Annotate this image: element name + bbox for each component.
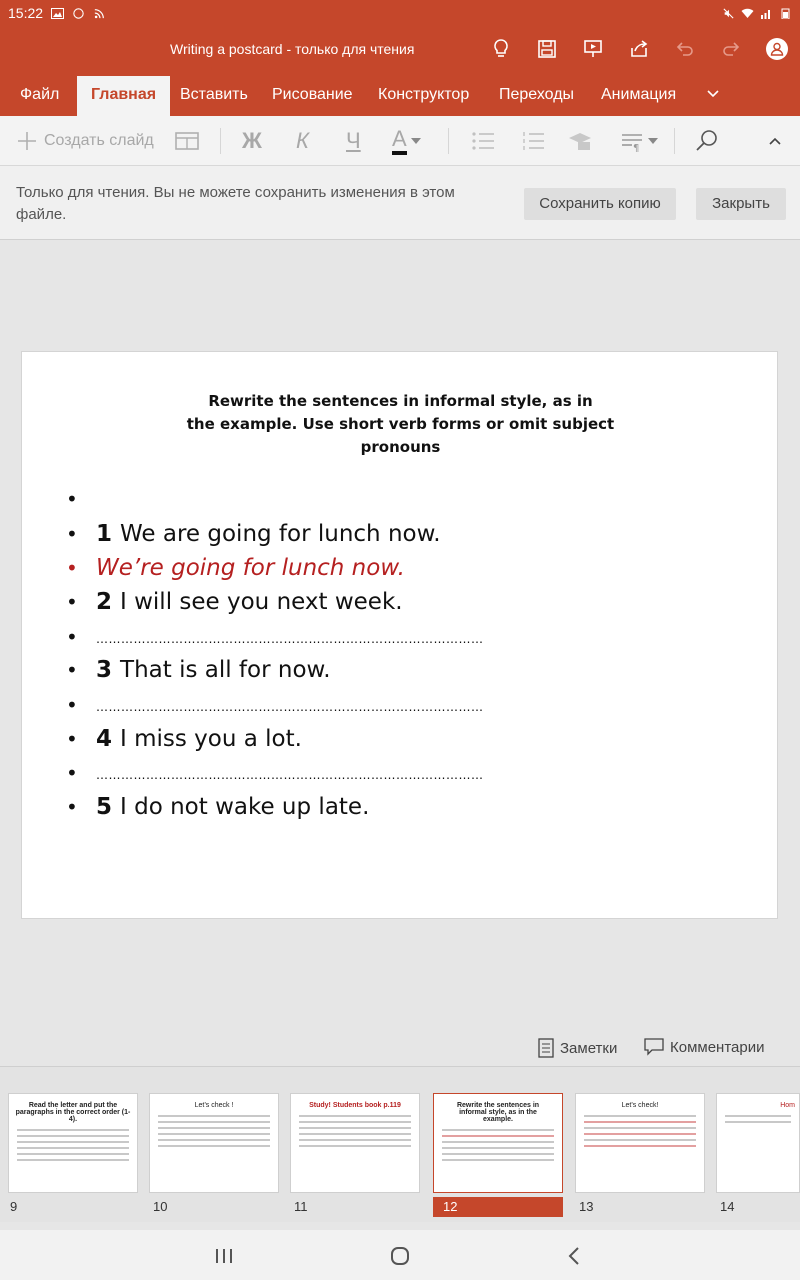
signal-icon — [760, 8, 773, 19]
answer-blank-line: • ………………………………………………………………………………… — [66, 693, 484, 717]
new-slide-button[interactable] — [16, 116, 154, 166]
search-icon[interactable] — [694, 116, 720, 166]
clock: 15:22 — [8, 5, 44, 21]
bullet-line: • — [66, 487, 78, 511]
notes-button[interactable] — [538, 1038, 617, 1058]
home-icon[interactable] — [389, 1245, 411, 1267]
sentence-text: That is all for now. — [120, 657, 331, 683]
notes-icon — [538, 1038, 554, 1058]
title-bar — [0, 26, 800, 76]
slide-thumbnail-active[interactable] — [433, 1093, 563, 1193]
ribbon-toolbar — [0, 116, 800, 166]
bullet-line: • 3 That is all for now. — [66, 657, 331, 683]
bold-button[interactable]: Ж — [242, 128, 262, 153]
sentence-text: We are going for lunch now. — [120, 521, 441, 547]
example-answer-text: We’re going for lunch now. — [96, 555, 405, 581]
thumbnail-title: Rewrite the sentences in informal style, as in the example. — [456, 1102, 540, 1123]
read-only-message: Только для чтения. Вы не можете сохранить изменения в этом файле. — [16, 184, 455, 223]
rss-icon — [93, 8, 106, 19]
tab-insert[interactable]: Вставить — [180, 86, 248, 103]
thumbnail-content — [158, 1115, 270, 1147]
sentence-number: 1 — [96, 521, 113, 547]
notes-label: Заметки — [560, 1039, 618, 1057]
system-nav-bar — [0, 1230, 800, 1280]
recent-apps-icon[interactable] — [214, 1247, 234, 1265]
tab-animations[interactable]: Анимация — [601, 86, 677, 103]
slide-title-line: pronouns — [360, 438, 441, 456]
slide-number: 9 — [10, 1199, 18, 1214]
sentence-number: 2 — [96, 589, 113, 615]
bullet-list-icon[interactable] — [470, 116, 496, 166]
tab-draw[interactable]: Рисование — [272, 86, 353, 103]
slide-thumbnail[interactable] — [716, 1093, 800, 1193]
bullet-line: • 1 We are going for lunch now. — [66, 521, 441, 547]
read-only-bar — [0, 166, 800, 240]
thumbnail-content — [725, 1115, 791, 1123]
document-title: Writing a postcard - только для чтения — [170, 41, 415, 57]
whatsapp-icon — [72, 8, 85, 19]
slide-title — [22, 390, 779, 459]
thumbnail-title: Let’s check! — [621, 1102, 659, 1109]
thumbnail-title: Study! Students book p.119 — [309, 1102, 401, 1109]
close-button[interactable]: Закрыть — [696, 188, 786, 220]
slide-title-line: Rewrite the sentences in informal style, as in — [208, 392, 593, 410]
bullet-line: • 2 I will see you next week. — [66, 589, 403, 615]
slide-title-line: the example. Use short verb forms or omit subject — [186, 415, 615, 433]
italic-button[interactable]: К — [296, 128, 309, 153]
mute-icon — [722, 8, 735, 19]
tab-design[interactable]: Конструктор — [378, 86, 470, 103]
more-tabs-chevron-icon[interactable] — [692, 76, 734, 116]
example-answer-line: • We’re going for lunch now. — [66, 555, 405, 581]
slide-thumbnail-strip — [0, 1066, 800, 1222]
sentence-text: I will see you next week. — [120, 589, 403, 615]
dropdown-arrow-icon — [411, 138, 421, 144]
comments-label: Комментарии — [670, 1038, 765, 1056]
ribbon-divider — [674, 128, 675, 154]
gallery-icon — [51, 8, 64, 19]
paragraph-icon — [620, 130, 644, 152]
comments-button[interactable] — [644, 1038, 764, 1056]
comment-icon — [644, 1038, 664, 1056]
slide-thumbnail[interactable] — [8, 1093, 138, 1193]
status-bar — [0, 0, 800, 26]
paragraph-button[interactable] — [620, 116, 658, 166]
slide-thumbnail[interactable] — [149, 1093, 279, 1193]
thumbnail-title: Hom — [780, 1102, 795, 1109]
slide-number: 14 — [720, 1199, 735, 1214]
thumbnail-title: Read the letter and put the paragraphs in the correct order (1-4). — [15, 1102, 131, 1123]
sentence-text: I miss you a lot. — [120, 726, 302, 752]
new-slide-label: Создать слайд — [44, 132, 154, 149]
slide-number-active: 12 — [433, 1197, 563, 1217]
slide-thumbnail[interactable] — [575, 1093, 705, 1193]
numbered-list-icon[interactable] — [520, 116, 546, 166]
bullet-line: • 4 I miss you a lot. — [66, 726, 302, 752]
undo-icon[interactable] — [672, 36, 698, 62]
tab-transitions[interactable]: Переходы — [499, 86, 575, 103]
plus-icon — [16, 130, 38, 152]
thumbnail-content — [17, 1129, 129, 1161]
slide-number: 13 — [579, 1199, 594, 1214]
thumbnail-content — [299, 1115, 411, 1147]
wifi-icon — [741, 8, 754, 19]
answer-blank-line: • ………………………………………………………………………………… — [66, 625, 484, 649]
ribbon-divider — [448, 128, 449, 154]
dotted-blank: ………………………………………………………………………………… — [96, 768, 484, 782]
answer-blank-line: • ………………………………………………………………………………… — [66, 761, 484, 785]
dotted-blank: ………………………………………………………………………………… — [96, 700, 484, 714]
font-color-letter: А — [392, 127, 407, 155]
thumbnail-content — [442, 1129, 554, 1161]
thumbnail-content — [584, 1115, 696, 1147]
account-icon[interactable] — [764, 36, 790, 62]
dotted-blank: ………………………………………………………………………………… — [96, 632, 484, 646]
indent-icon[interactable] — [566, 116, 594, 166]
dropdown-arrow-icon — [648, 138, 658, 144]
share-icon[interactable] — [626, 36, 652, 62]
ribbon-tabs — [0, 76, 800, 116]
battery-icon — [779, 8, 792, 19]
layout-icon[interactable] — [174, 116, 200, 166]
notes-bar — [0, 1030, 800, 1066]
slide-thumbnail[interactable] — [290, 1093, 420, 1193]
sentence-number: 5 — [96, 794, 113, 820]
collapse-ribbon-icon[interactable] — [768, 116, 782, 166]
sentence-number: 4 — [96, 726, 113, 752]
tab-file[interactable]: Файл — [20, 86, 60, 103]
ribbon-divider — [220, 128, 221, 154]
bullet-line: • 5 I do not wake up late. — [66, 794, 370, 820]
save-copy-button[interactable]: Сохранить копию — [524, 188, 676, 220]
slide-number: 11 — [294, 1199, 308, 1214]
present-icon[interactable] — [580, 36, 606, 62]
slide-canvas[interactable] — [21, 351, 778, 919]
svg-text:¶: ¶ — [633, 143, 640, 152]
sentence-number: 3 — [96, 657, 113, 683]
slide-number: 10 — [153, 1199, 168, 1214]
thumbnail-title: Let’s check ! — [194, 1102, 234, 1109]
tab-home[interactable]: Главная — [77, 76, 170, 116]
save-icon[interactable] — [534, 36, 560, 62]
sentence-text: I do not wake up late. — [120, 794, 370, 820]
underline-button[interactable]: Ч — [346, 128, 361, 153]
font-color-button[interactable] — [392, 116, 421, 166]
lightbulb-icon[interactable] — [488, 36, 514, 62]
back-icon[interactable] — [566, 1246, 582, 1266]
redo-icon[interactable] — [718, 36, 744, 62]
